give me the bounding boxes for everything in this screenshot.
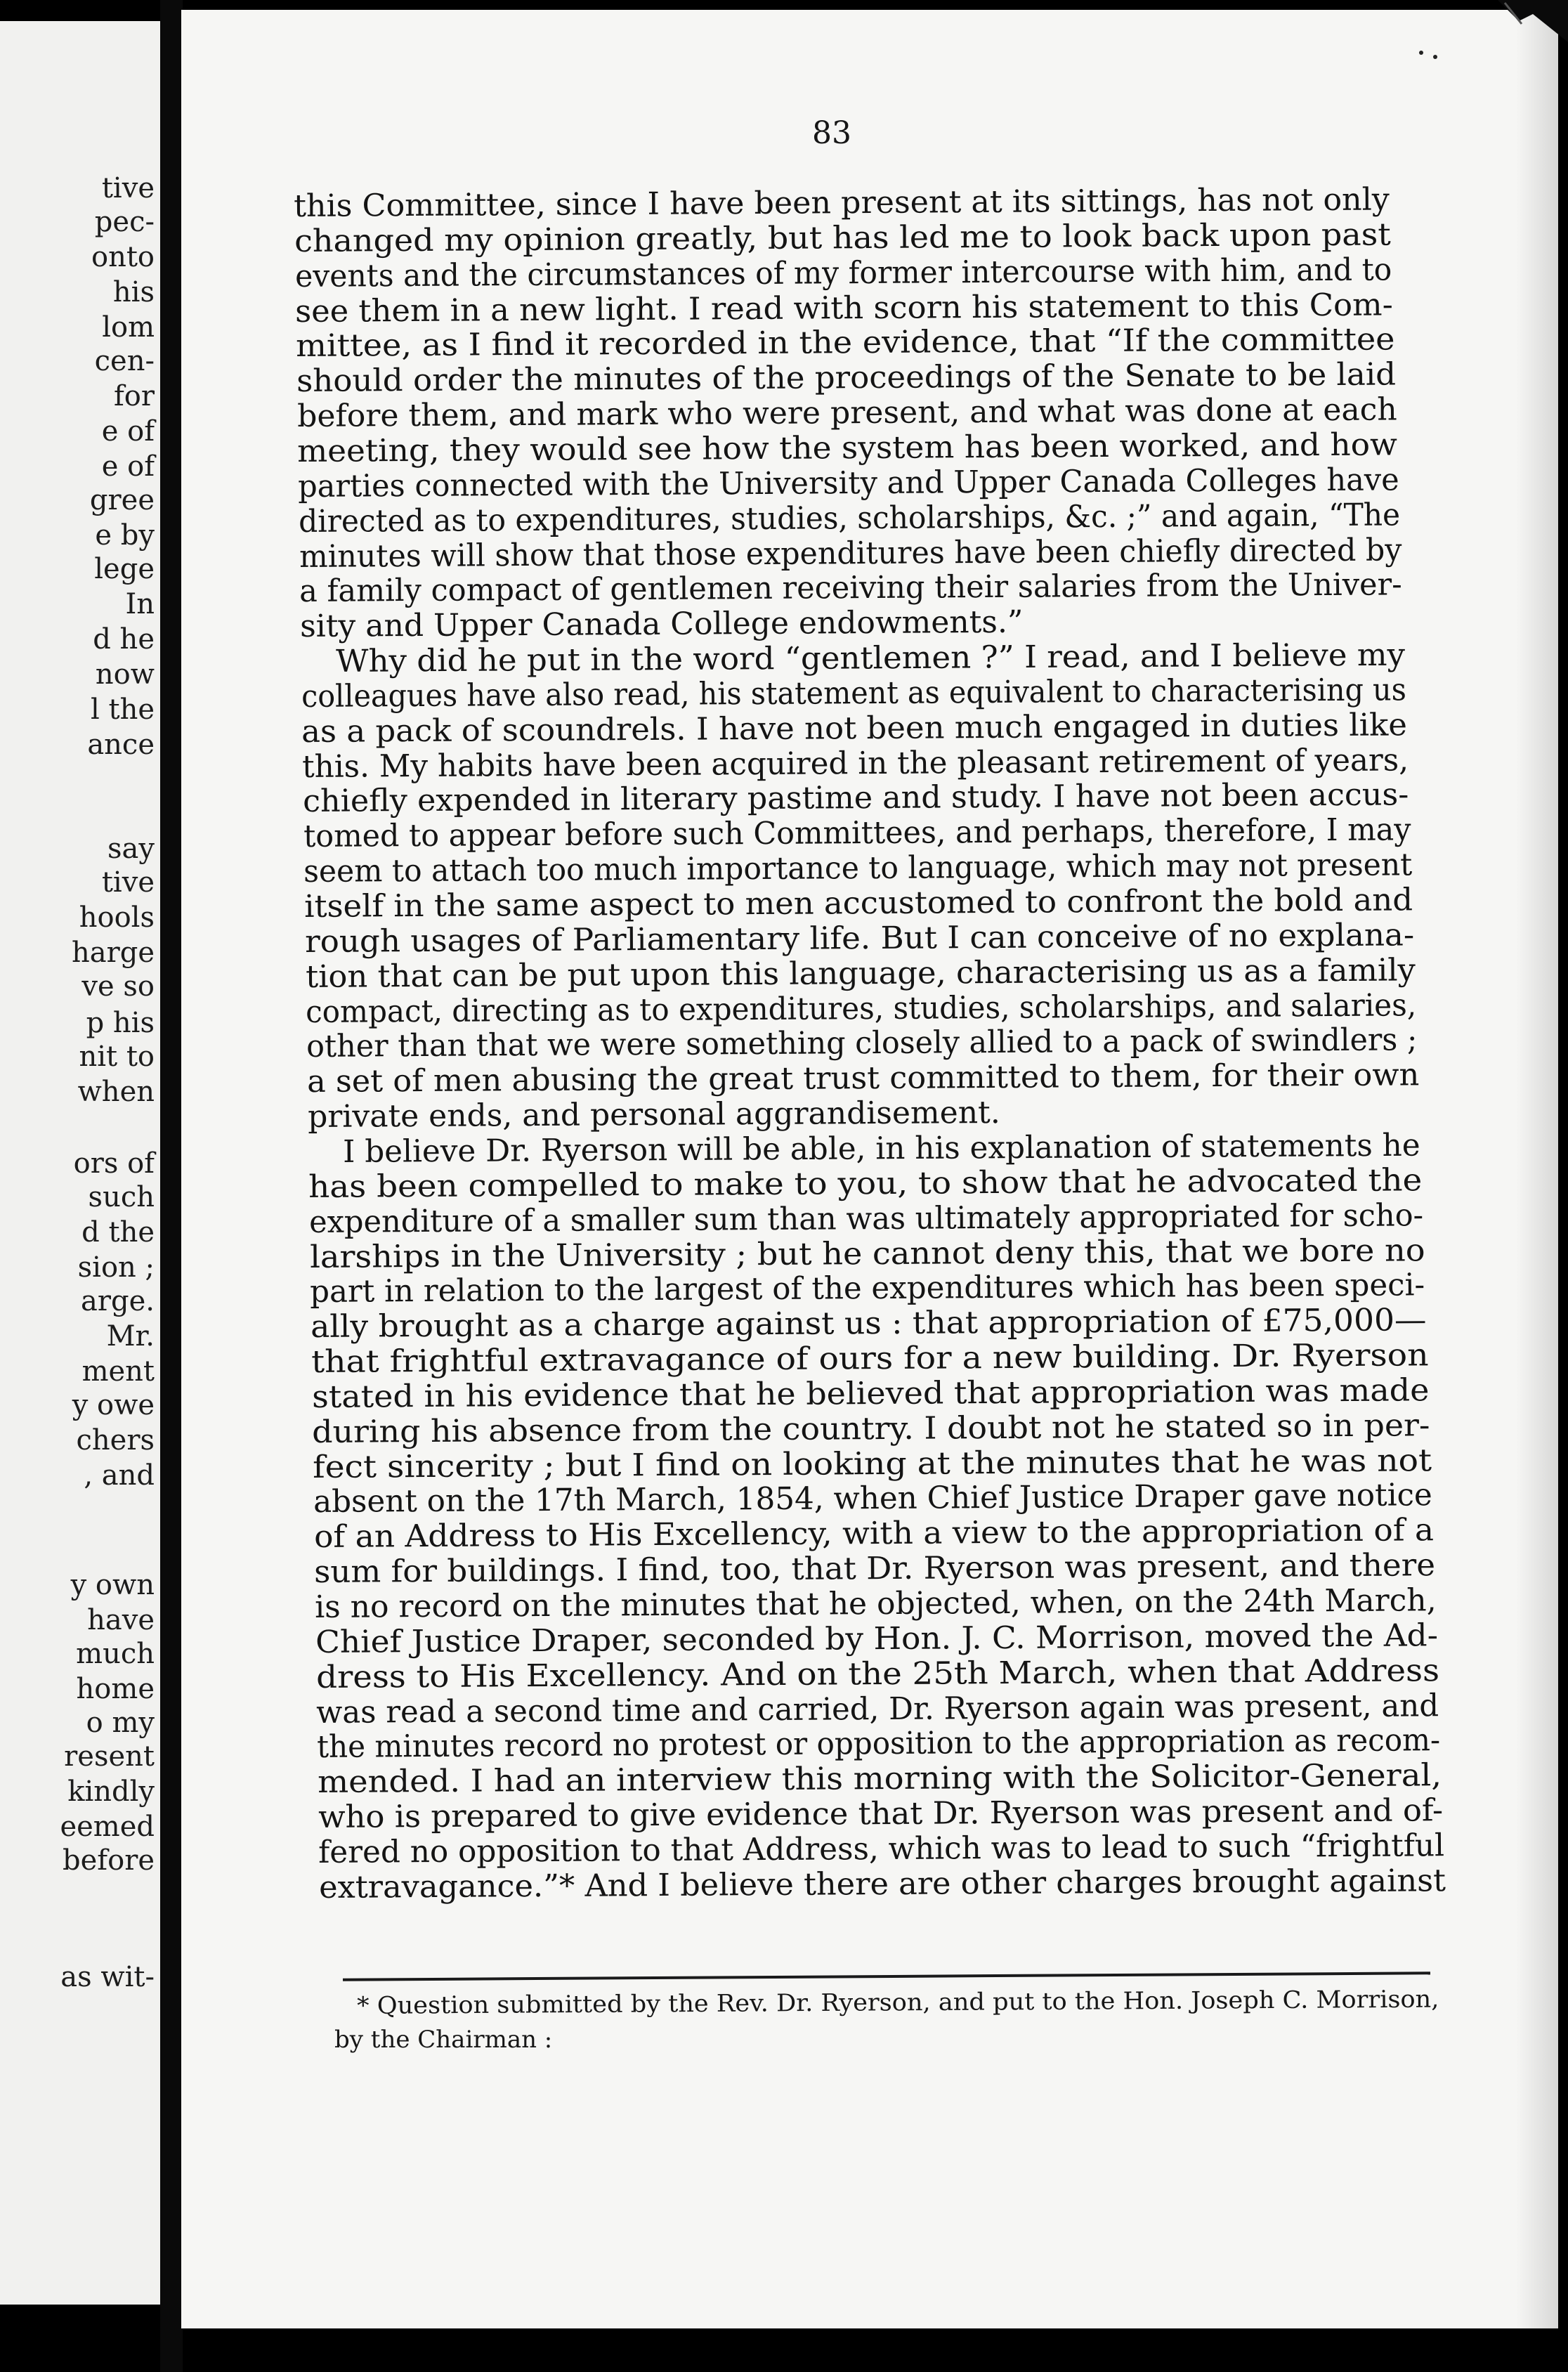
text-line: should order the minutes of the proceedings of the Senate to be laid xyxy=(296,356,1396,400)
text-line: of an Address to His Excellency, with a view to the appropriation of a xyxy=(313,1512,1434,1556)
text-line: rough usages of Parliamentary life. But I can conceive of no explana- xyxy=(304,917,1415,960)
text-line: minutes will show that those expenditures have been chiefly directed by xyxy=(299,531,1402,575)
left-page-fragment: hools xyxy=(79,901,155,934)
left-page-fragment: say xyxy=(107,833,155,865)
left-page-fragment: for xyxy=(113,380,155,412)
left-page-fragment: p his xyxy=(86,1007,155,1039)
left-page-fragment: ance xyxy=(87,729,155,761)
text-line: was read a second time and carried, Dr. Ryerson again was present, and xyxy=(316,1687,1439,1731)
left-page-fragment: when xyxy=(77,1076,155,1108)
text-line: that frightful extravagance of ours for a new building. Dr. Ryerson xyxy=(311,1337,1429,1381)
left-page-fragment: tive xyxy=(101,172,155,204)
facing-page-fragment xyxy=(0,21,160,2305)
document-page xyxy=(181,10,1558,2328)
left-page-fragment: before xyxy=(63,1844,155,1877)
left-page-fragment: pec- xyxy=(94,206,155,238)
left-page-fragment: sion ; xyxy=(77,1251,155,1284)
left-page-fragment: such xyxy=(88,1181,155,1213)
left-page-fragment: tive xyxy=(101,866,155,899)
text-line: changed my opinion greatly, but has led me to look back upon past xyxy=(294,216,1391,259)
text-line: Chief Justice Draper, seconded by Hon. J. C. Morrison, moved the Ad- xyxy=(315,1617,1438,1660)
left-page-fragment: much xyxy=(76,1638,155,1670)
text-line: mended. I had an interview this morning with the Solicitor-General, xyxy=(317,1757,1442,1801)
text-line: this Committee, since I have been present at its sittings, has not only xyxy=(293,181,1390,224)
text-line: who is prepared to give evidence that Dr. Ryerson was present and of- xyxy=(318,1792,1443,1836)
footnote-line: by the Chairman : xyxy=(334,2026,553,2054)
text-line: stated in his evidence that he believed that appropriation was made xyxy=(311,1372,1430,1415)
speck-mark xyxy=(1433,55,1437,59)
left-page-fragment: eemed xyxy=(60,1811,155,1843)
text-line: compact, directing as to expenditures, studies, scholarships, and salaries, xyxy=(306,986,1417,1030)
page-edge-shadow xyxy=(1516,10,1558,2328)
text-line: ally brought as a charge against us : that appropriation of £75,000— xyxy=(310,1302,1427,1345)
text-line: Why did he put in the word “gentlemen ?” I read, and I believe my xyxy=(335,637,1405,680)
text-line: fect sincerity ; but I find on looking at the minutes that he was not xyxy=(312,1442,1432,1485)
left-page-fragment: lege xyxy=(94,553,155,585)
text-line: see them in a new light. I read with scorn his statement to this Com- xyxy=(295,287,1394,330)
text-line: sum for buildings. I find, too, that Dr. Ryerson was present, and there xyxy=(314,1547,1436,1591)
left-page-fragment: e of xyxy=(101,415,155,448)
text-line: part in relation to the largest of the expenditures which has been speci- xyxy=(310,1267,1425,1310)
text-line: sity and Upper Canada College endowments.” xyxy=(299,604,1024,645)
text-line: before them, and mark who were present, and what was done at each xyxy=(296,391,1397,435)
text-line: colleagues have also read, his statement as equivalent to characterising us xyxy=(301,672,1406,715)
text-line: mittee, as I find it recorded in the evidence, that “If the committee xyxy=(295,321,1395,365)
page-number: 83 xyxy=(812,115,851,151)
left-page-fragment: , and xyxy=(84,1459,155,1492)
book-gutter xyxy=(160,0,183,2372)
text-line: events and the circumstances of my former intercourse with him, and to xyxy=(294,252,1392,294)
text-line: absent on the 17th March, 1854, when Chief Justice Draper gave notice xyxy=(313,1477,1432,1520)
left-page-fragment: d the xyxy=(81,1216,155,1249)
left-page-fragment: cen- xyxy=(94,345,155,377)
left-page-fragment: now xyxy=(95,658,155,691)
text-line: dress to His Excellency. And on the 25th March, when that Address xyxy=(315,1652,1439,1695)
text-line: during his absence from the country. I doubt not he stated so in per- xyxy=(312,1407,1430,1450)
left-page-fragment: resent xyxy=(64,1740,155,1773)
text-line: meeting, they would see how the system has been worked, and how xyxy=(297,426,1398,469)
left-page-fragment: e of xyxy=(101,450,155,483)
left-page-fragment: Mr. xyxy=(106,1320,155,1353)
text-line: chiefly expended in literary pastime and study. I have not been accus- xyxy=(302,776,1409,820)
text-line: extravagance.”* And I believe there are other charges brought against xyxy=(318,1862,1446,1905)
left-page-fragment: home xyxy=(76,1673,155,1705)
left-page-fragment: y own xyxy=(70,1569,155,1601)
left-page-fragment: have xyxy=(87,1604,155,1636)
left-page-fragment: ors of xyxy=(73,1147,155,1180)
speck-mark xyxy=(1419,51,1423,55)
left-page-fragment: In xyxy=(125,588,155,620)
left-page-fragment: lom xyxy=(102,311,155,344)
text-line: I believe Dr. Ryerson will be able, in his explanation of statements he xyxy=(343,1127,1420,1170)
left-page-fragment: o my xyxy=(86,1707,155,1739)
left-page-fragment: harge xyxy=(71,937,155,969)
text-line: larships in the University ; but he cannot deny this, that we bore no xyxy=(309,1232,1425,1275)
text-line: private ends, and personal aggrandisement. xyxy=(307,1095,1000,1135)
text-line: other than that we were something closely allied to a pack of swindlers ; xyxy=(306,1022,1418,1065)
left-page-fragment: his xyxy=(112,276,155,308)
text-line: this. My habits have been acquired in the pleasant retirement of years, xyxy=(301,741,1409,785)
left-page-fragment: ment xyxy=(81,1355,155,1388)
left-page-fragment: ve so xyxy=(81,970,155,1003)
text-line: a family compact of gentlemen receiving their salaries from the Univer- xyxy=(299,566,1403,610)
left-page-fragment: gree xyxy=(89,484,155,516)
text-line: fered no opposition to that Address, which was to lead to such “frightful xyxy=(318,1827,1445,1870)
text-line: itself in the same aspect to men accustomed to confront the bold and xyxy=(303,882,1413,925)
left-page-fragment: chers xyxy=(76,1424,155,1457)
text-line: is no record on the minutes that he objected, when, on the 24th March, xyxy=(314,1582,1437,1625)
text-line: directed as to expenditures, studies, scholarships, &c. ;” and again, “The xyxy=(298,497,1401,540)
text-line: as a pack of scoundrels. I have not been much engaged in duties like xyxy=(301,707,1408,750)
text-line: tion that can be put upon this language, characterising us as a family xyxy=(305,952,1416,995)
text-line: seem to attach too much importance to language, which may not present xyxy=(303,847,1413,890)
text-line: tomed to appear before such Committees, and perhaps, therefore, I may xyxy=(303,812,1411,855)
left-page-fragment: onto xyxy=(91,241,155,273)
footnote-line: * Question submitted by the Rev. Dr. Ryerson, and put to the Hon. Joseph C. Morrison, xyxy=(356,1985,1439,2020)
left-page-fragment: e by xyxy=(95,519,155,552)
text-line: the minutes record no protest or opposition to the appropriation as recom- xyxy=(316,1722,1441,1766)
left-page-fragment: as wit- xyxy=(60,1961,155,1993)
footnote-rule xyxy=(343,1972,1430,1981)
left-page-fragment: y owe xyxy=(72,1389,155,1421)
left-page-fragment: arge. xyxy=(81,1285,155,1317)
text-line: parties connected with the University and Upper Canada Colleges have xyxy=(297,462,1399,504)
left-page-fragment: nit to xyxy=(79,1041,155,1073)
left-page-fragment: kindly xyxy=(67,1775,155,1808)
left-page-fragment: l the xyxy=(90,693,155,726)
text-line: a set of men abusing the great trust committed to them, for their own xyxy=(306,1057,1420,1100)
text-line: has been compelled to make to you, to show that he advocated the xyxy=(308,1162,1423,1205)
left-page-fragment: d he xyxy=(93,623,155,656)
text-line: expenditure of a smaller sum than was ultimately appropriated for scho- xyxy=(308,1197,1424,1240)
torn-corner-mark xyxy=(1491,0,1568,63)
